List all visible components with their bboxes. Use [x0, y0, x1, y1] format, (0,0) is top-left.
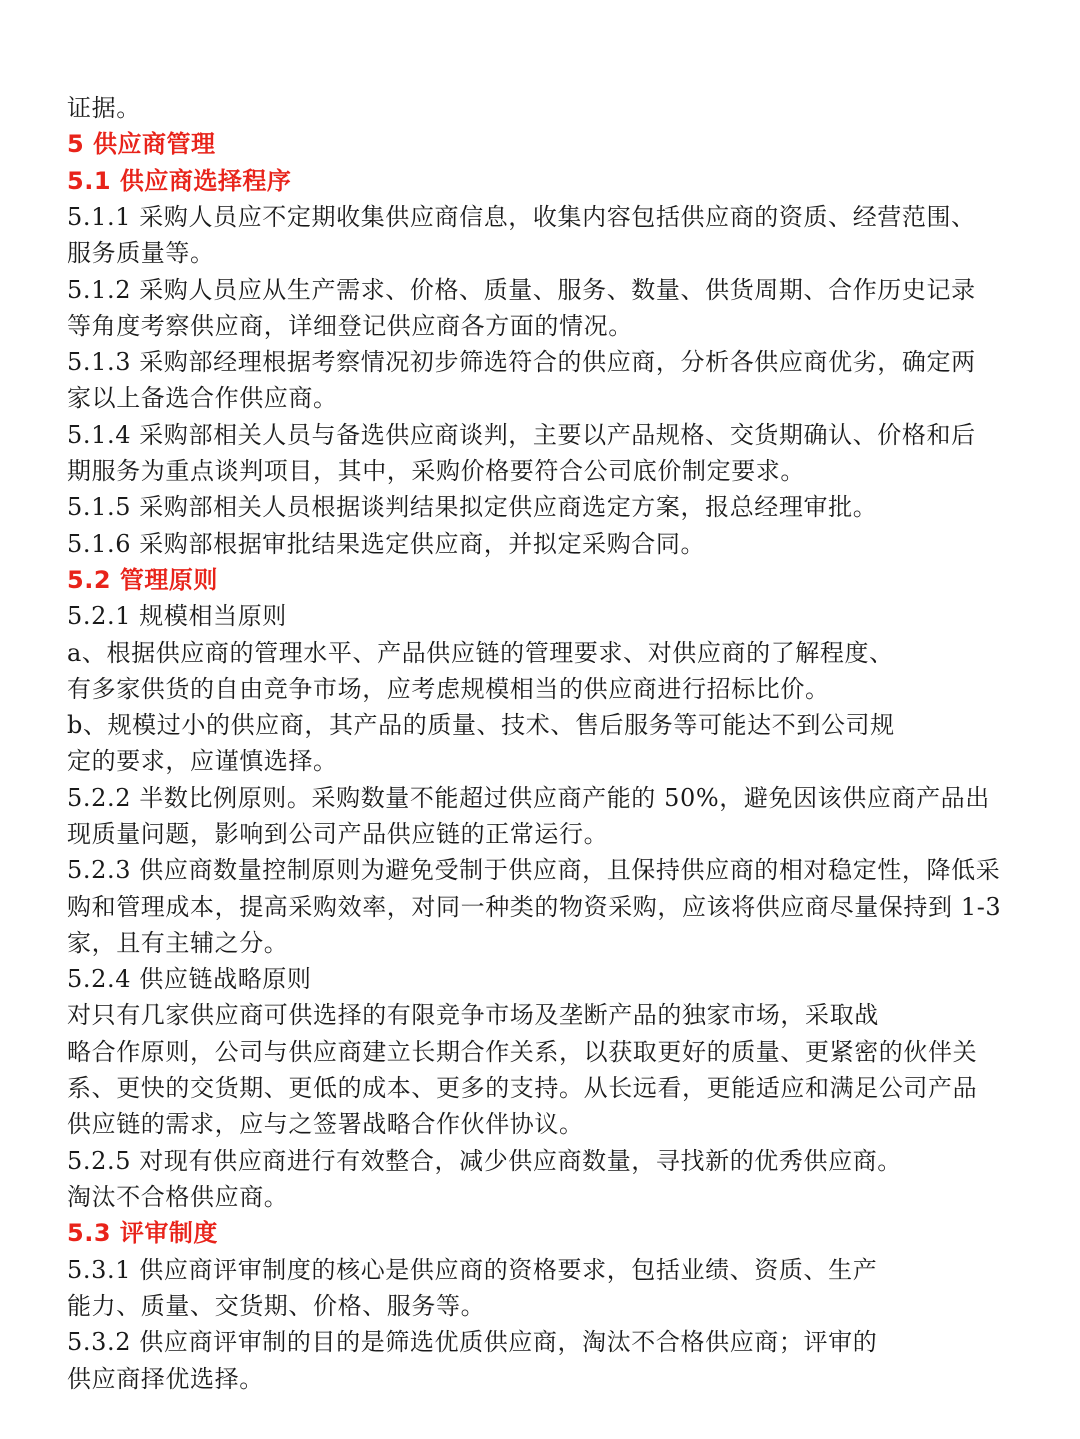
paragraph-line: 有多家供货的自由竞争市场，应考虑规模相当的供应商进行招标比价。 — [67, 675, 830, 703]
paragraph-line: 5.2.3 供应商数量控制原则为避免受制于供应商，且保持供应商的相对稳定性，降低采 — [67, 856, 1001, 884]
paragraph-line: 5.3.1 供应商评审制度的核心是供应商的资格要求，包括业绩、资质、生产 — [67, 1256, 878, 1284]
paragraph-line: 服务质量等。 — [67, 239, 215, 267]
paragraph-line: 5.1.5 采购部相关人员根据谈判结果拟定供应商选定方案，报总经理审批。 — [67, 493, 878, 521]
paragraph-line: 5.2.2 半数比例原则。采购数量不能超过供应商产能的 50%，避免因该供应商产品出 — [67, 784, 990, 812]
paragraph-line: 现质量问题，影响到公司产品供应链的正常运行。 — [67, 820, 609, 848]
section-heading: 5.3 评审制度 — [67, 1219, 218, 1247]
paragraph-line: 证据。 — [67, 94, 141, 122]
paragraph-line: 5.1.4 采购部相关人员与备选供应商谈判，主要以产品规格、交货期确认、价格和后 — [67, 421, 976, 449]
paragraph-line: 定的要求，应谨慎选择。 — [67, 747, 338, 775]
paragraph-line: 略合作原则，公司与供应商建立长期合作关系，以获取更好的质量、更紧密的伙伴关 — [67, 1038, 978, 1066]
section-heading: 5 供应商管理 — [67, 130, 216, 158]
paragraph-line: b、规模过小的供应商，其产品的质量、技术、售后服务等可能达不到公司规 — [67, 711, 895, 739]
paragraph-line: 能力、质量、交货期、价格、服务等。 — [67, 1292, 486, 1320]
paragraph-line: 5.1.3 采购部经理根据考察情况初步筛选符合的供应商，分析各供应商优劣，确定两 — [67, 348, 976, 376]
paragraph-line: 5.1.1 采购人员应不定期收集供应商信息，收集内容包括供应商的资质、经营范围、 — [67, 203, 976, 231]
section-heading: 5.1 供应商选择程序 — [67, 167, 292, 195]
paragraph-line: 供应商择优选择。 — [67, 1365, 264, 1393]
paragraph-line: 5.2.5 对现有供应商进行有效整合，减少供应商数量，寻找新的优秀供应商。 — [67, 1147, 902, 1175]
paragraph-line: 5.1.2 采购人员应从生产需求、价格、质量、服务、数量、供货周期、合作历史记录 — [67, 276, 976, 304]
paragraph-line: 5.1.6 采购部根据审批结果选定供应商，并拟定采购合同。 — [67, 530, 706, 558]
paragraph-line: 购和管理成本，提高采购效率，对同一种类的物资采购，应该将供应商尽量保持到 1-3 — [67, 893, 1002, 921]
paragraph-line: 对只有几家供应商可供选择的有限竞争市场及垄断产品的独家市场，采取战 — [67, 1001, 879, 1029]
paragraph-line: 5.3.2 供应商评审制的目的是筛选优质供应商，淘汰不合格供应商；评审的 — [67, 1328, 878, 1356]
paragraph-line: 供应链的需求，应与之签署战略合作伙伴协议。 — [67, 1110, 584, 1138]
section-heading: 5.2 管理原则 — [67, 566, 218, 594]
paragraph-line: 系、更快的交货期、更低的成本、更多的支持。从长远看，更能适应和满足公司产品 — [67, 1074, 978, 1102]
paragraph-line: 5.2.1 规模相当原则 — [67, 602, 287, 630]
paragraph-line: 家以上备选合作供应商。 — [67, 384, 338, 412]
paragraph-line: 淘汰不合格供应商。 — [67, 1183, 289, 1211]
paragraph-line: 期服务为重点谈判项目，其中，采购价格要符合公司底价制定要求。 — [67, 457, 805, 485]
paragraph-line: 5.2.4 供应链战略原则 — [67, 965, 312, 993]
paragraph-line: 家，且有主辅之分。 — [67, 929, 289, 957]
paragraph-line: a、根据供应商的管理水平、产品供应链的管理要求、对供应商的了解程度、 — [67, 639, 894, 667]
paragraph-line: 等角度考察供应商，详细登记供应商各方面的情况。 — [67, 312, 633, 340]
